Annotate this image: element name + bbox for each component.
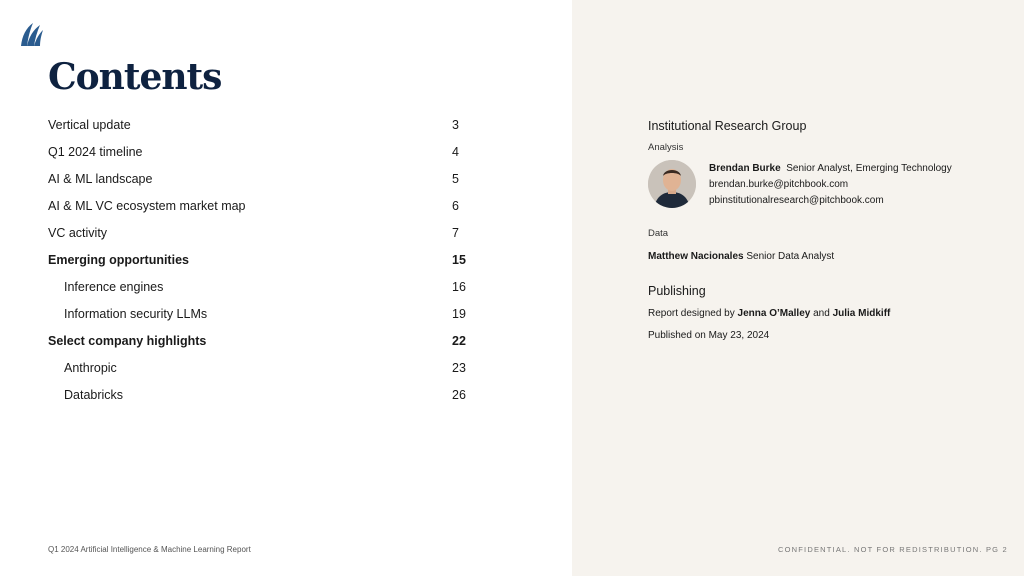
toc-subitem-label: Anthropic bbox=[64, 361, 117, 375]
table-of-contents bbox=[48, 112, 468, 409]
toc-item-page: 7 bbox=[452, 226, 459, 240]
toc-item-label: AI & ML landscape bbox=[48, 172, 153, 186]
page-title: Contents bbox=[48, 56, 222, 98]
designer-name: Julia Midkiff bbox=[832, 308, 891, 319]
toc-item-page: 4 bbox=[452, 145, 459, 159]
toc-item[interactable] bbox=[48, 139, 468, 166]
toc-section-page: 15 bbox=[452, 253, 466, 267]
toc-subitem[interactable] bbox=[48, 301, 468, 328]
group-heading: Institutional Research Group bbox=[648, 119, 807, 133]
toc-item-label: Q1 2024 timeline bbox=[48, 145, 143, 159]
data-line bbox=[648, 251, 834, 262]
designed-by-prefix: Report designed by bbox=[648, 308, 735, 319]
data-analyst-title: Senior Data Analyst bbox=[746, 251, 835, 262]
footer-report-title: Q1 2024 Artificial Intelligence & Machine Learning Report bbox=[48, 545, 251, 554]
toc-item[interactable] bbox=[48, 220, 468, 247]
analysis-label: Analysis bbox=[648, 142, 684, 153]
toc-subitem-label: Inference engines bbox=[64, 280, 164, 294]
toc-item-page: 6 bbox=[452, 199, 459, 213]
toc-section[interactable] bbox=[48, 247, 468, 274]
toc-subitem-page: 16 bbox=[452, 280, 466, 294]
footer-confidential: CONFIDENTIAL. NOT FOR REDISTRIBUTION. PG 2 bbox=[778, 545, 1008, 554]
group-email-link[interactable]: pbinstitutionalresearch@pitchbook.com bbox=[709, 195, 884, 206]
publishing-heading: Publishing bbox=[648, 284, 706, 298]
toc-subitem[interactable] bbox=[48, 382, 468, 409]
data-analyst-name: Matthew Nacionales bbox=[648, 251, 744, 262]
toc-item[interactable] bbox=[48, 193, 468, 220]
toc-item[interactable] bbox=[48, 112, 468, 139]
toc-item[interactable] bbox=[48, 166, 468, 193]
toc-item-label: AI & ML VC ecosystem market map bbox=[48, 199, 246, 213]
toc-section-label: Select company highlights bbox=[48, 334, 207, 348]
published-date: Published on May 23, 2024 bbox=[648, 330, 770, 341]
toc-subitem-page: 26 bbox=[452, 388, 466, 402]
data-label: Data bbox=[648, 228, 669, 239]
designed-by-line bbox=[648, 308, 890, 319]
analyst-avatar bbox=[648, 160, 696, 208]
toc-item-page: 3 bbox=[452, 118, 459, 132]
analyst-email-link[interactable]: brendan.burke@pitchbook.com bbox=[709, 179, 849, 190]
designed-by-and: and bbox=[813, 308, 830, 319]
toc-subitem[interactable] bbox=[48, 274, 468, 301]
analyst-name: Brendan Burke bbox=[709, 163, 781, 174]
toc-section[interactable] bbox=[48, 328, 468, 355]
toc-section-label: Emerging opportunities bbox=[48, 253, 189, 267]
toc-subitem-page: 23 bbox=[452, 361, 466, 375]
pitchbook-logo-icon bbox=[18, 20, 44, 48]
analyst-title: Senior Analyst, Emerging Technology bbox=[786, 163, 952, 174]
toc-item-label: Vertical update bbox=[48, 118, 131, 132]
toc-item-label: VC activity bbox=[48, 226, 108, 240]
toc-subitem-label: Databricks bbox=[64, 388, 124, 402]
toc-subitem[interactable] bbox=[48, 355, 468, 382]
toc-subitem-label: Information security LLMs bbox=[64, 307, 208, 321]
designer-name: Jenna O’Malley bbox=[737, 308, 811, 319]
toc-section-page: 22 bbox=[452, 334, 466, 348]
toc-subitem-page: 19 bbox=[452, 307, 466, 321]
credits-panel bbox=[572, 0, 1024, 576]
toc-item-page: 5 bbox=[452, 172, 459, 186]
analyst-line bbox=[709, 163, 952, 174]
